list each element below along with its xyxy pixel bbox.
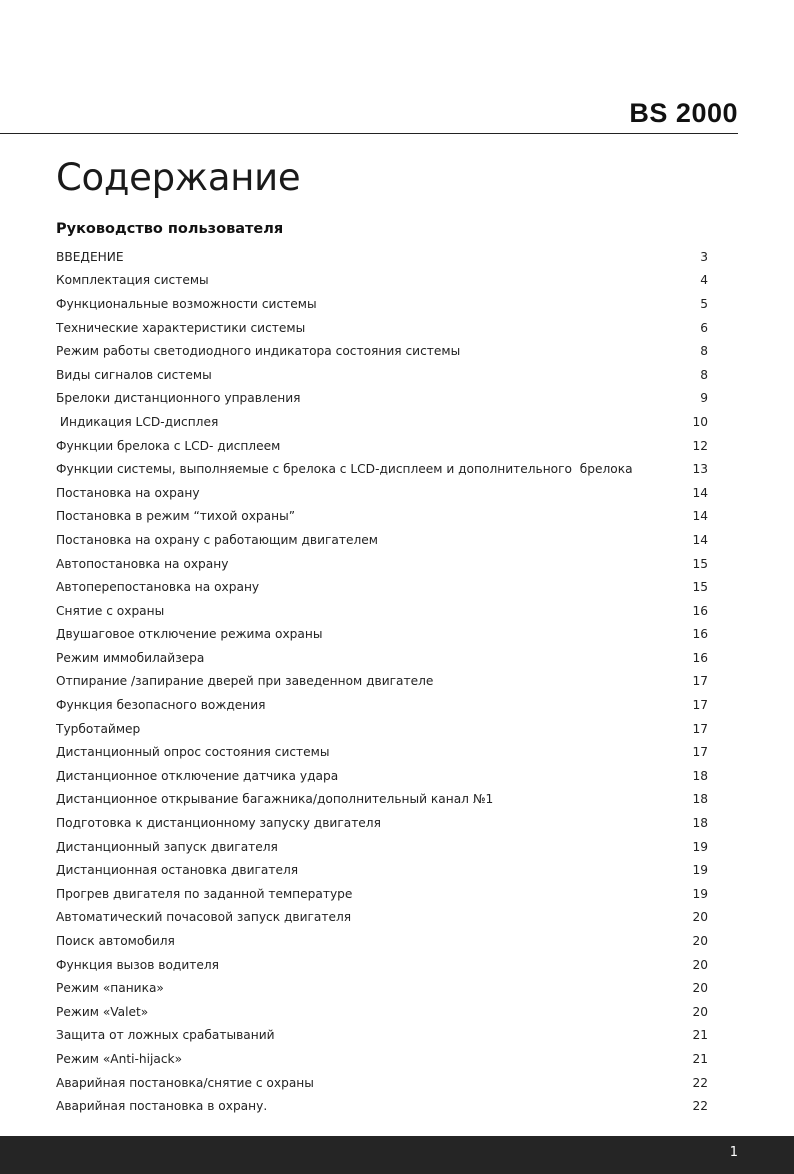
toc-entry-page: 16	[692, 627, 708, 642]
toc-entry-label: Технические характеристики системы	[56, 320, 306, 335]
toc-entry-label: Индикация LCD-дисплея	[56, 414, 219, 429]
toc-entry[interactable]	[56, 646, 708, 670]
toc-entry-label: Автоперепостановка на охрану	[56, 580, 260, 595]
toc-entry[interactable]	[56, 670, 708, 694]
toc-entry-label: Автоматический почасовой запуск двигателя	[56, 910, 352, 925]
toc-entry-label: Дистанционный опрос состояния системы	[56, 745, 330, 760]
toc-entry-page: 22	[692, 1075, 708, 1090]
toc-entry[interactable]	[56, 623, 708, 647]
toc-entry-page: 10	[692, 414, 708, 429]
toc-entry[interactable]	[56, 929, 708, 953]
toc-entry[interactable]	[56, 906, 708, 930]
toc-entry-label: Постановка на охрану	[56, 485, 200, 500]
brand-title: BS 2000	[629, 98, 738, 128]
toc-entry-label: Защита от ложных срабатываний	[56, 1028, 275, 1043]
toc-entry[interactable]	[56, 292, 708, 316]
toc-entry-page: 17	[692, 698, 708, 713]
toc-entry-label: Турботаймер	[56, 721, 141, 736]
toc-entry[interactable]	[56, 882, 708, 906]
toc-entry[interactable]	[56, 457, 708, 481]
toc-entry-page: 14	[692, 509, 708, 524]
toc-entry-label: Подготовка к дистанционному запуску двигателя	[56, 816, 381, 831]
toc-entry[interactable]	[56, 788, 708, 812]
toc-entry-label: Режим иммобилайзера	[56, 650, 205, 665]
toc-entry-label: Двушаговое отключение режима охраны	[56, 627, 323, 642]
toc-entry-page: 8	[700, 344, 708, 359]
toc-entry[interactable]	[56, 693, 708, 717]
toc-entry-page: 16	[692, 603, 708, 618]
toc-entry-page: 19	[692, 839, 708, 854]
toc-entry-label: Комплектация системы	[56, 273, 209, 288]
toc-entry-label: Постановка на охрану с работающим двигателем	[56, 532, 378, 547]
toc-entry-page: 20	[692, 1004, 708, 1019]
toc-entry-page: 4	[700, 273, 708, 288]
toc-entry[interactable]	[56, 1047, 708, 1071]
toc-entry[interactable]	[56, 976, 708, 1000]
toc-entry[interactable]	[56, 1000, 708, 1024]
toc-entry[interactable]	[56, 1024, 708, 1048]
toc-entry[interactable]	[56, 717, 708, 741]
toc-entry-label: Аварийная постановка/снятие с охраны	[56, 1075, 314, 1090]
header-divider	[0, 133, 738, 134]
toc-entry[interactable]	[56, 505, 708, 529]
toc-entry-label: Режим «паника»	[56, 981, 164, 996]
toc-entry[interactable]	[56, 599, 708, 623]
toc-entry-label: Виды сигналов системы	[56, 367, 212, 382]
toc-entry-page: 12	[692, 438, 708, 453]
toc-entry-label: Автопостановка на охрану	[56, 556, 229, 571]
toc-entry-label: Снятие с охраны	[56, 603, 165, 618]
toc-entry-page: 22	[692, 1099, 708, 1114]
toc-entry[interactable]	[56, 434, 708, 458]
toc-entry[interactable]	[56, 481, 708, 505]
toc-entry-label: Функция безопасного вождения	[56, 698, 266, 713]
toc-entry-label: Функции брелока с LCD- дисплеем	[56, 438, 281, 453]
toc-entry[interactable]	[56, 269, 708, 293]
toc-entry[interactable]	[56, 410, 708, 434]
toc-entry-page: 3	[700, 249, 708, 264]
toc-entry-page: 21	[692, 1051, 708, 1066]
toc-entry-page: 6	[700, 320, 708, 335]
toc-entry-page: 18	[692, 768, 708, 783]
toc-entry-page: 19	[692, 886, 708, 901]
toc-entry[interactable]	[56, 740, 708, 764]
toc-entry-page: 20	[692, 934, 708, 949]
toc-entry[interactable]	[56, 339, 708, 363]
toc-entry-page: 20	[692, 910, 708, 925]
toc-entry[interactable]	[56, 245, 708, 269]
toc-entry-page: 20	[692, 981, 708, 996]
toc-entry-page: 17	[692, 745, 708, 760]
toc-entry[interactable]	[56, 953, 708, 977]
toc-entry-page: 15	[692, 556, 708, 571]
toc-entry[interactable]	[56, 575, 708, 599]
toc-entry-page: 14	[692, 485, 708, 500]
toc-entry-page: 15	[692, 580, 708, 595]
toc-entry-label: Прогрев двигателя по заданной температуре	[56, 886, 353, 901]
toc-entry[interactable]	[56, 387, 708, 411]
toc-entry-page: 19	[692, 863, 708, 878]
toc-entry[interactable]	[56, 552, 708, 576]
table-of-contents	[56, 245, 708, 1118]
toc-entry-label: Аварийная постановка в охрану.	[56, 1099, 268, 1114]
toc-entry-page: 17	[692, 674, 708, 689]
toc-entry-page: 16	[692, 650, 708, 665]
toc-entry[interactable]	[56, 1071, 708, 1095]
toc-entry-label: Дистанционная остановка двигателя	[56, 863, 299, 878]
toc-entry-label: Отпирание /запирание дверей при заведенном двигателе	[56, 674, 434, 689]
toc-entry-page: 18	[692, 816, 708, 831]
toc-entry-page: 21	[692, 1028, 708, 1043]
toc-entry-page: 18	[692, 792, 708, 807]
toc-entry-page: 17	[692, 721, 708, 736]
toc-entry-label: Дистанционный запуск двигателя	[56, 839, 278, 854]
toc-entry[interactable]	[56, 1094, 708, 1118]
toc-entry-label: Функция вызов водителя	[56, 957, 219, 972]
footer-bar	[0, 1136, 794, 1174]
toc-entry-label: Функции системы, выполняемые с брелока с LCD-дисплеем и дополнительного брелока	[56, 462, 633, 477]
toc-entry-page: 8	[700, 367, 708, 382]
toc-entry-label: Постановка в режим “тихой охраны”	[56, 509, 296, 524]
toc-entry-label: Режим работы светодиодного индикатора состояния системы	[56, 344, 461, 359]
section-title: Руководство пользователя	[56, 221, 284, 237]
toc-entry-label: ВВЕДЕНИЕ	[56, 249, 124, 264]
toc-entry-label: Режим «Anti-hijack»	[56, 1051, 183, 1066]
page-number: 1	[729, 1145, 738, 1160]
toc-entry-label: Функциональные возможности системы	[56, 296, 317, 311]
toc-entry-label: Режим «Valet»	[56, 1004, 149, 1019]
page-title: Содержание	[56, 156, 301, 199]
toc-entry-page: 20	[692, 957, 708, 972]
toc-entry-page: 13	[692, 462, 708, 477]
toc-entry[interactable]	[56, 811, 708, 835]
toc-entry-label: Брелоки дистанционного управления	[56, 391, 301, 406]
toc-entry[interactable]	[56, 528, 708, 552]
toc-entry[interactable]	[56, 764, 708, 788]
toc-entry-page: 9	[700, 391, 708, 406]
toc-entry-label: Поиск автомобиля	[56, 934, 175, 949]
toc-entry[interactable]	[56, 858, 708, 882]
toc-entry[interactable]	[56, 316, 708, 340]
toc-entry-label: Дистанционное открывание багажника/дополнительный канал №1	[56, 792, 494, 807]
toc-entry-page: 5	[700, 296, 708, 311]
toc-entry[interactable]	[56, 835, 708, 859]
toc-entry-page: 14	[692, 532, 708, 547]
toc-entry-label: Дистанционное отключение датчика удара	[56, 768, 339, 783]
toc-entry[interactable]	[56, 363, 708, 387]
